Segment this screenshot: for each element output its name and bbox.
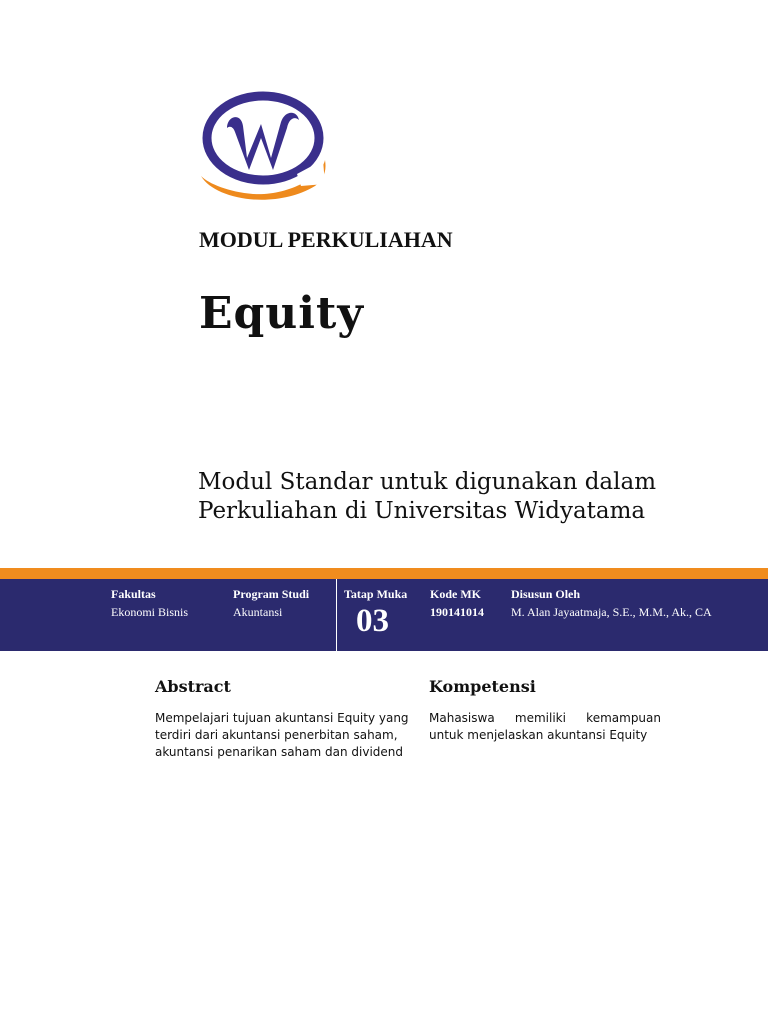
page-title: Equity [199, 288, 364, 339]
program-studi-label: Program Studi [233, 587, 310, 601]
disusun-oleh-value: M. Alan Jayaatmaja, S.E., M.M., Ak., CA [511, 605, 712, 619]
kompetensi-heading: Kompetensi [429, 677, 536, 696]
abstract-text: Mempelajari tujuan akuntansi Equity yang terdiri dari akuntansi penerbitan saham, akuntansi penarikan saham dan dividend [155, 711, 409, 759]
info-band [0, 579, 768, 651]
band-divider [336, 579, 337, 651]
disusun-oleh-cell [511, 587, 712, 619]
page-subtitle [198, 468, 718, 526]
abstract-heading: Abstract [155, 677, 231, 696]
tatap-muka-label: Tatap Muka [344, 587, 408, 601]
fakultas-cell [111, 587, 188, 619]
fakultas-value: Ekonomi Bisnis [111, 605, 189, 619]
subtitle-line: Modul Standar untuk digunakan dalam [198, 469, 657, 495]
kode-mk-value: 190141014 [430, 605, 484, 619]
module-kicker: MODUL PERKULIAHAN [199, 227, 453, 252]
fakultas-label: Fakultas [111, 587, 156, 601]
subtitle-line: Perkuliahan di Universitas Widyatama [198, 498, 646, 524]
kompetensi-text: Mahasiswa memiliki kemampuan untuk menjelaskan akuntansi Equity [429, 711, 661, 742]
orange-stripe [0, 568, 768, 579]
tatap-muka-cell [344, 587, 407, 639]
disusun-oleh-label: Disusun Oleh [511, 587, 581, 601]
tatap-muka-value: 03 [356, 603, 389, 639]
widyatama-logo [197, 88, 329, 206]
program-studi-value: Akuntansi [233, 605, 283, 619]
kode-mk-label: Kode MK [430, 587, 481, 601]
kode-mk-cell [430, 587, 484, 619]
program-studi-cell [233, 587, 309, 619]
